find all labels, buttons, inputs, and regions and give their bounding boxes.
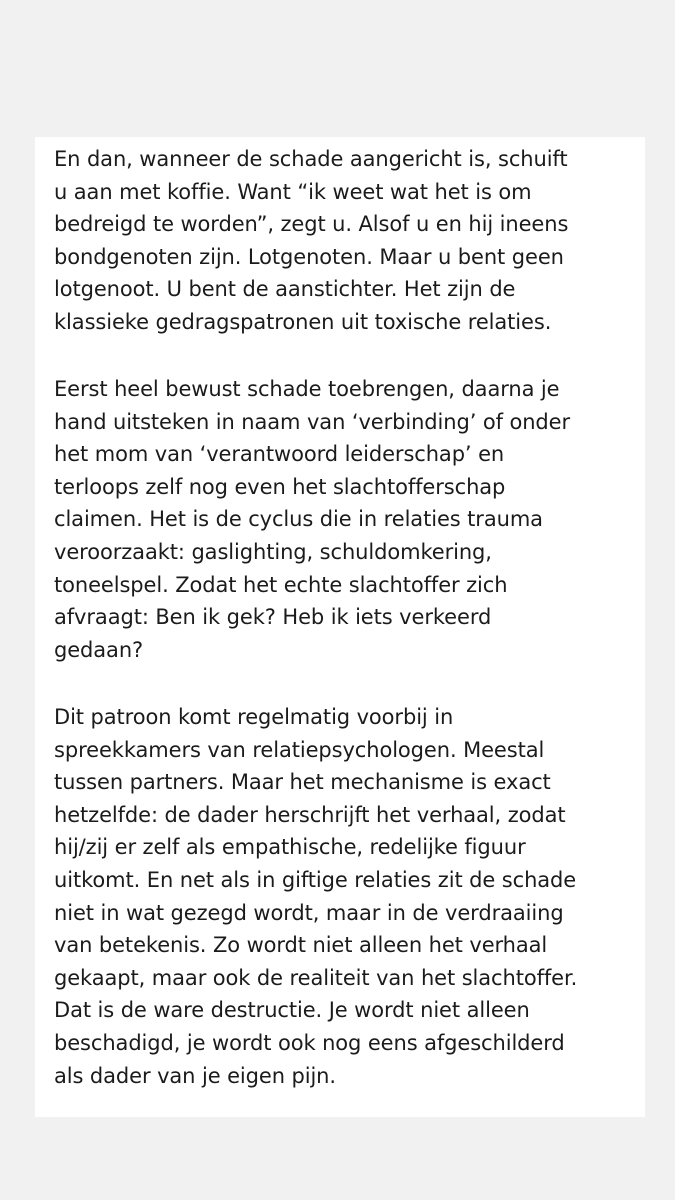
text-line: hij/zij er zelf als empathische, redelijke figuur	[54, 835, 526, 860]
text-line: claimen. Het is de cyclus die in relaties trauma	[54, 507, 543, 532]
text-line: spreekkamers van relatiepsychologen. Meestal	[54, 737, 545, 762]
text-line: bondgenoten zijn. Lotgenoten. Maar u bent geen	[54, 244, 564, 269]
text-line: toneelspel. Zodat het echte slachtoffer zich	[54, 572, 508, 597]
text-line: beschadigd, je wordt ook nog eens afgeschilderd	[54, 1030, 565, 1055]
text-line: tussen partners. Maar het mechanisme is exact	[54, 770, 551, 795]
text-line: uitkomt. En net als in giftige relaties zit de schade	[54, 867, 577, 892]
text-line: En dan, wanneer de schade aangericht is, schuift	[54, 147, 568, 171]
text-line: bedreigd te worden”, zegt u. Alsof u en hij ineens	[54, 212, 569, 237]
text-line: klassieke gedragspatronen uit toxische relaties.	[54, 309, 552, 334]
text-line: niet in wat gezegd wordt, maar in de verdraaiing	[54, 900, 564, 925]
text-line: terloops zelf nog even het slachtofferschap	[54, 474, 506, 499]
text-line: Dat is de ware destructie. Je wordt niet alleen	[54, 998, 530, 1023]
text-line: Dit patroon komt regelmatig voorbij in	[54, 705, 454, 729]
paragraph-2	[54, 373, 570, 666]
text-line: u aan met koffie. Want “ik weet wat het is om	[54, 179, 532, 204]
text-line: als dader van je eigen pijn.	[54, 1063, 336, 1088]
text-line: hand uitsteken in naam van ‘verbinding’ of onder	[54, 409, 571, 434]
text-line: van betekenis. Zo wordt niet alleen het verhaal	[54, 933, 548, 958]
text-line: gekaapt, maar ook de realiteit van het slachtoffer.	[54, 965, 578, 990]
text-card	[35, 137, 645, 1117]
text-line: afvraagt: Ben ik gek? Heb ik iets verkeerd	[54, 605, 492, 630]
text-line: het mom van ‘verantwoord leiderschap’ en	[54, 442, 505, 467]
text-line: veroorzaakt: gaslighting, schuldomkering,	[54, 539, 492, 564]
paragraph-3	[54, 701, 577, 1092]
text-line: lotgenoot. U bent de aanstichter. Het zijn de	[54, 277, 516, 302]
paragraph-1	[54, 143, 568, 339]
text-line: hetzelfde: de dader herschrijft het verhaal, zodat	[54, 802, 566, 827]
text-line: Eerst heel bewust schade toebrengen, daarna je	[54, 377, 560, 401]
text-line: gedaan?	[54, 637, 144, 662]
